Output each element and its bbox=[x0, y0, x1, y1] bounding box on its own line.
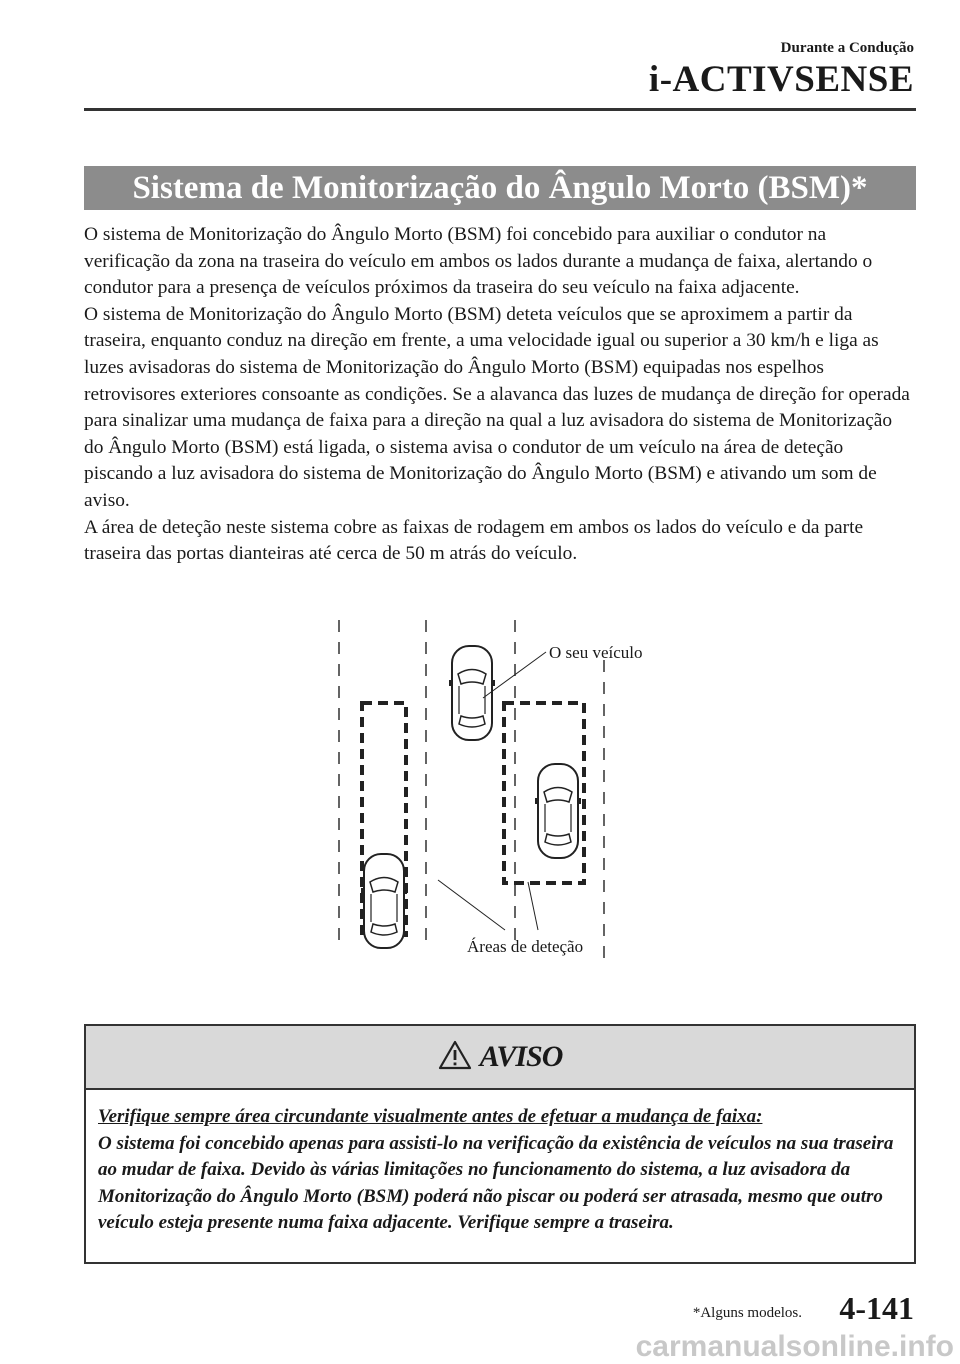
vehicle-left-lane bbox=[361, 854, 407, 948]
footer-note: *Alguns modelos. bbox=[692, 1305, 802, 1321]
watermark: carmanualsonline.info bbox=[635, 1330, 954, 1363]
own-vehicle-label: O seu veículo bbox=[549, 643, 643, 662]
bsm-detection-diagram bbox=[320, 620, 680, 965]
own-vehicle bbox=[449, 646, 495, 740]
section-title: Sistema de Monitorização do Ângulo Morto (BSM)* bbox=[132, 169, 868, 206]
body-text bbox=[84, 222, 916, 568]
page-number: 4-141 bbox=[839, 1290, 914, 1326]
detection-area-leader-left bbox=[438, 880, 505, 930]
body-paragraph-3: A área de deteção neste sistema cobre as faixas de rodagem em ambos os lados do veículo e da parte traseira das portas dianteiras até cerca de 50 m atrás do veículo. bbox=[84, 516, 864, 565]
warning-title: AVISO bbox=[479, 1040, 563, 1073]
detection-areas-label: Áreas de deteção bbox=[467, 937, 584, 956]
section-title-bar bbox=[84, 166, 916, 210]
header-chapter-title: i-ACTIVSENSE bbox=[648, 59, 914, 100]
header-divider bbox=[84, 108, 916, 111]
header-section-title: Durante a Condução bbox=[780, 40, 914, 56]
warning-header bbox=[86, 1026, 914, 1090]
body-paragraph-1: O sistema de Monitorização do Ângulo Morto (BSM) foi concebido para auxiliar o condutor na verificação da zona na traseira do veículo em ambos os lados durante a mudança de faixa, alertando o condutor para a presença de veículos próximos da traseira do seu veículo na faixa adjacente. bbox=[84, 224, 873, 299]
body-paragraph-2: O sistema de Monitorização do Ângulo Morto (BSM) deteta veículos que se aproximem a partir da traseira, enquanto conduz na direção em frente, a uma velocidade igual ou superior a 30 km/h e liga as luzes avisadoras do sistema de Monitorização do Ângulo Morto (BSM) equipadas nos espelhos retrovisores exteriores consoante as condições. Se a alavanca das luzes de mudança de direção for operada para sinalizar uma mudança de faixa para a direção na qual a luz avisadora do sistema de Monitorização do Ângulo Morto (BSM) está ligada, o sistema avisa o condutor de um veículo na área de deteção piscando a luz avisadora do sistema de Monitorização do Ângulo Morto (BSM) e ativando um som de aviso. bbox=[84, 303, 910, 511]
detection-area-leader-right bbox=[528, 882, 538, 930]
warning-body bbox=[86, 1090, 914, 1237]
vehicle-right-lane bbox=[535, 764, 581, 858]
warning-triangle-icon bbox=[438, 1040, 472, 1075]
warning-box bbox=[84, 1024, 916, 1264]
warning-lead: Verifique sempre área circundante visualmente antes de efetuar a mudança de faixa: bbox=[98, 1106, 763, 1127]
warning-text: O sistema foi concebido apenas para assisti-lo na verificação da existência de veículos na sua traseira ao mudar de faixa. Devido às várias limitações no funcionamento do sistema, a luz avisadora da Monitorização do Ângulo Morto (BSM) poderá não piscar ou poderá ser atrasada, mesmo que outro veículo esteja presente numa faixa adjacente. Verifique sempre a traseira. bbox=[98, 1132, 894, 1233]
